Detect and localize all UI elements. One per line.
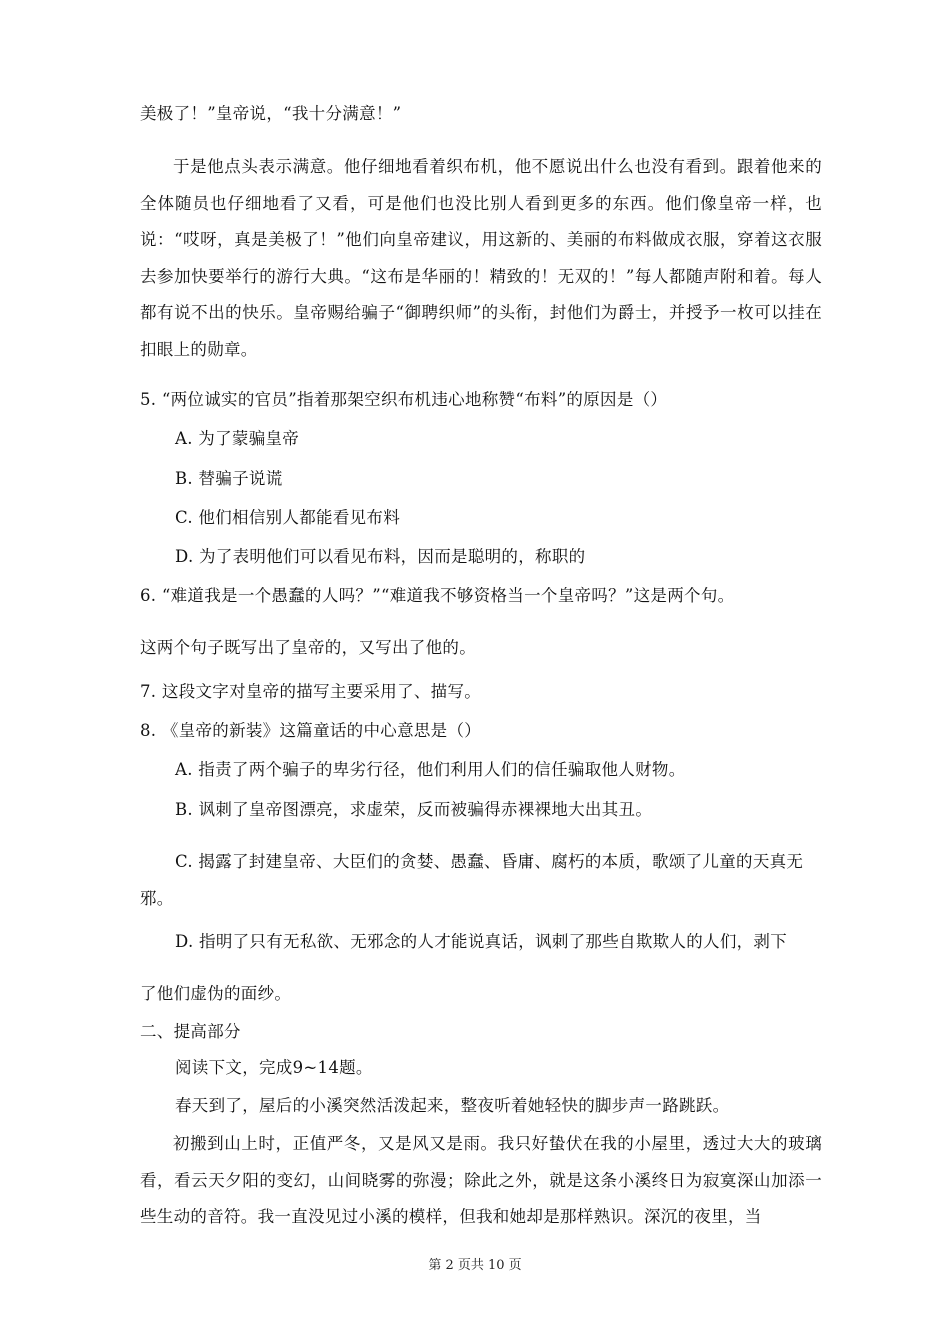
question-5-option-d: D. 为了表明他们可以看见布料，因而是聪明的，称职的	[175, 547, 586, 566]
question-8-option-b: B. 讽刺了皇帝图漂亮，求虚荣，反而被骗得赤裸裸地大出其丑。	[175, 800, 653, 819]
question-8-option-d: D. 指明了只有无私欲、无邪念的人才能说真话，讽刺了那些自欺欺人的人们，剥下	[175, 932, 788, 951]
question-8: 8. 《皇帝的新装》这篇童话的中心意思是（）	[140, 721, 482, 740]
question-6: 6. “难道我是一个愚蠢的人吗？”“难道我不够资格当一个皇帝吗？”这是两个句。	[140, 586, 735, 605]
question-7: 7. 这段文字对皇帝的描写主要采用了、描写。	[140, 682, 482, 701]
passage-paragraph: 初搬到山上时，正值严冬，又是风又是雨。我只好蛰伏在我的小屋里，透过大大的玻璃看，看云天夕阳的变幻，山间晓雾的弥漫；除此之外，就是这条小溪终日为寂寞深山加添一些生动的音符。我一直没见过小溪的模样，但我和她却是那样熟识。深沉的夜里，当	[140, 1134, 822, 1226]
question-5-option-a: A. 为了蒙骗皇帝	[175, 429, 300, 448]
question-5-option-c: C. 他们相信别人都能看见布料	[175, 508, 401, 527]
passage-first-line: 春天到了，屋后的小溪突然活泼起来，整夜听着她轻快的脚步声一路跳跃。	[175, 1096, 730, 1115]
paragraph-emperor-satisfied: 于是他点头表示满意。他仔细地看着织布机，他不愿说出什么也没有看到。跟着他来的全体随员也仔细地看了又看，可是他们也没比别人看到更多的东西。他们像皇帝一样，也说：“哎呀，真是美极了！”他们向皇帝建议，用这新的、美丽的布料做成衣服，穿着这衣服去参加快要举行的游行大典。“这布是华丽的！精致的！无双的！”每人都随声附和着。每人都有说不出的快乐。皇帝赐给骗子“御聘织师”的头衔，封他们为爵士，并授予一枚可以挂在扣眼上的勋章。	[140, 157, 822, 359]
question-8-option-a: A. 指责了两个骗子的卑劣行径，他们利用人们的信任骗取他人财物。	[175, 760, 686, 779]
reading-instruction: 阅读下文，完成9~14题。	[175, 1058, 373, 1077]
question-6-continued: 这两个句子既写出了皇帝的，又写出了他的。	[140, 638, 476, 657]
question-8-option-c: C. 揭露了封建皇帝、大臣们的贪婪、愚蠢、昏庸、腐朽的本质，歌颂了儿童的天真无	[175, 852, 804, 871]
text-line-top: 美极了！”皇帝说，“我十分满意！”	[140, 104, 402, 123]
question-8-option-c-continued: 邪。	[140, 889, 174, 908]
question-5-option-b: B. 替骗子说谎	[175, 469, 283, 488]
question-8-option-d-continued: 了他们虚伪的面纱。	[140, 984, 292, 1003]
section-heading: 二、提高部分	[140, 1022, 241, 1041]
page-number-footer: 第 2 页共 10 页	[428, 1258, 522, 1273]
question-5: 5. “两位诚实的官员”指着那架空织布机违心地称赞“布料”的原因是（）	[140, 390, 668, 409]
